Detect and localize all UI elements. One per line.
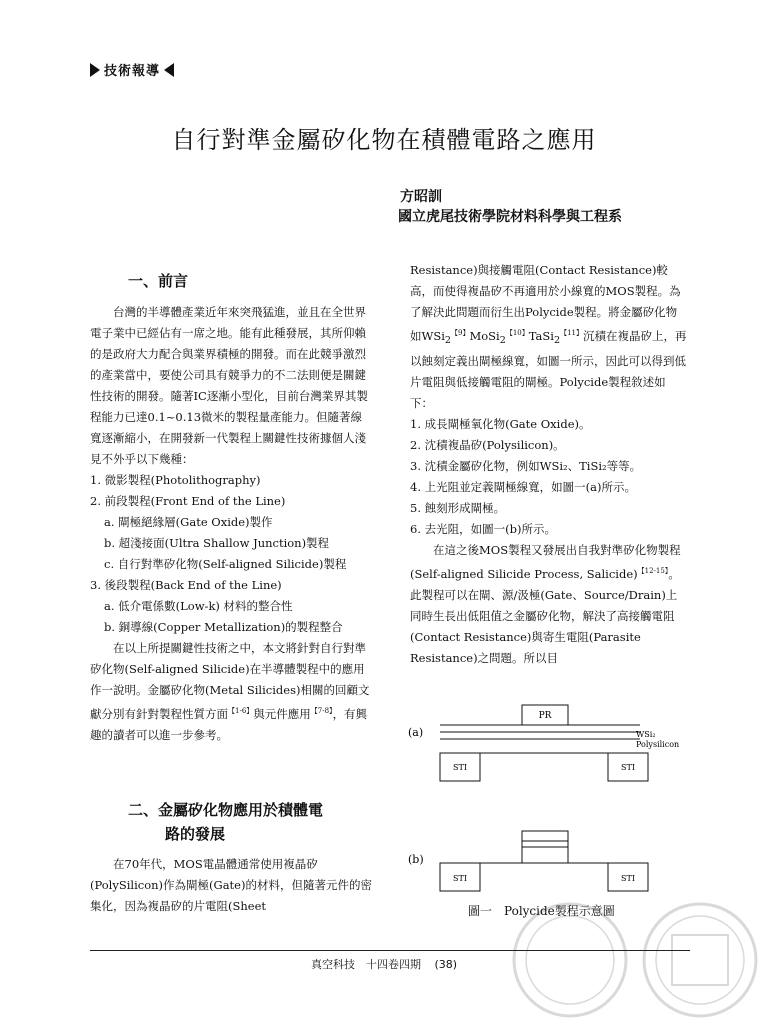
list-item: c. 自行對準矽化物(Self-aligned Silicide)製程 xyxy=(104,557,347,571)
right-paragraph-1 xyxy=(410,260,688,414)
page-number: (38) xyxy=(434,958,458,971)
section-tag-label: 技術報導 xyxy=(104,64,161,79)
wsi2-label: WSi₂ xyxy=(636,730,656,739)
list-item: a. 閘極絕緣層(Gate Oxide)製作 xyxy=(104,515,273,529)
list-item: 3. 後段製程(Back End of the Line) xyxy=(90,578,282,592)
text-run: ，有興趣的讀者可以進一步參考。 xyxy=(90,706,368,742)
footer-rule xyxy=(90,950,690,951)
section-tag xyxy=(90,60,174,79)
section1-body xyxy=(90,302,372,746)
list-item: b. 超淺接面(Ultra Shallow Junction)製程 xyxy=(104,536,330,550)
section2-heading xyxy=(128,798,323,846)
polycide-figure xyxy=(400,695,700,905)
sti-label: STI xyxy=(453,763,467,772)
list-item: 3. 沈積金屬矽化物，例如WSi₂、TiSi₂等等。 xyxy=(410,459,642,474)
subscript: 2 xyxy=(444,335,451,347)
page-title: 自行對準金屬矽化物在積體電路之應用 xyxy=(171,126,597,154)
text-run: 在這之後MOS製程又發展出自我對準矽化物製程(Self-aligned Silicide Process, Salicide) xyxy=(410,543,681,581)
citation: 【9】 xyxy=(451,329,470,337)
sti-label: STI xyxy=(621,763,635,772)
text-run: 與元件應用 xyxy=(253,706,311,721)
sti-label: STI xyxy=(621,874,635,883)
figure-label-a: (a) xyxy=(408,726,424,739)
text-run: MoSi xyxy=(469,328,500,343)
journal-name: 真空科技 十四卷四期 xyxy=(310,958,421,971)
section2-body xyxy=(90,854,372,917)
list-item: 2. 前段製程(Front End of the Line) xyxy=(90,494,286,508)
citation: 【10】 xyxy=(505,329,529,337)
author-affiliation: 國立虎尾技術學院材料科學與工程系 xyxy=(398,209,622,225)
triangle-right-icon xyxy=(90,63,100,77)
list-item: a. 低介電係數(Low-k) 材料的整合性 xyxy=(104,599,293,613)
list-item: 5. 蝕刻形成閘極。 xyxy=(410,501,506,516)
section1-paragraph: 台灣的半導體產業近年來突飛猛進，並且在全世界電子業中已經佔有一席之地。能有此種發展，其所仰賴的是政府大力配合與業界積極的開發。而在此競爭激烈的產業當中，要使公司具有競爭力的不二法則便是關鍵性技術的開發。隨著IC逐漸小型化，目前台灣業界其製程能力已達0.1~0.13微米的製程量產能力。但隨著線寬逐漸縮小，在開發新一代製程上關鍵性技術據個人淺見不外乎以下幾種： xyxy=(90,305,368,466)
list-item: 4. 上光阻並定義閘極線寬，如圖一(a)所示。 xyxy=(410,480,636,495)
text-run: 。此製程可以在閘、源/汲極(Gate、Source/Drain)上同時生長出低阻值之金屬矽化物，解決了高接觸電阻(Contact Resistance)與寄生電阻(Parasite Resistance)之問題。所以目 xyxy=(410,566,680,665)
citation: 【7-8】 xyxy=(310,707,333,715)
figure-label-b: (b) xyxy=(408,853,424,866)
citation: 【11】 xyxy=(560,329,583,337)
subscript: 2 xyxy=(553,335,561,347)
section2-paragraph: 在70年代，MOS電晶體通常使用複晶矽(PolySilicon)作為閘極(Gate)的材料，但隨著元件的密集化，因為複晶矽的片電阻(Sheet xyxy=(90,857,372,913)
text-run: 在以上所提關鍵性技術之中，本文將針對自行對準矽化物(Self-aligned Silicide)在半導體製程中的應用作一說明。金屬矽化物(Metal Silicides)相關的回顧文獻分別有針對製程性質方面 xyxy=(90,641,370,721)
triangle-left-icon xyxy=(164,63,174,77)
pr-label: PR xyxy=(538,711,552,721)
list-item: b. 銅導線(Copper Metallization)的製程整合 xyxy=(104,620,343,634)
citation: 【12-15】 xyxy=(637,567,669,576)
list-item: 6. 去光阻，如圖一(b)所示。 xyxy=(410,522,556,537)
right-column xyxy=(410,260,688,669)
list-item: 1. 微影製程(Photolithography) xyxy=(90,473,261,487)
right-paragraph-2 xyxy=(410,540,688,669)
heading-line: 路的發展 xyxy=(165,825,226,843)
figure-caption: 圖一 Polycide製程示意圖 xyxy=(468,904,615,918)
citation: 【1-6】 xyxy=(228,707,254,715)
page-footer xyxy=(0,956,768,972)
section1-paragraph-2 xyxy=(90,638,372,746)
text-run: 沉積在複晶矽上，再以蝕刻定義出閘極線寬，如圖一所示，因此可以得到低片電阻與低接觸電阻的閘極。Polycide製程敘述如下： xyxy=(410,328,687,411)
heading-line: 二、金屬矽化物應用於積體電 xyxy=(128,801,324,819)
section1-heading: 一、前言 xyxy=(128,272,189,290)
list-item: 2. 沈積複晶矽(Polysilicon)。 xyxy=(410,438,565,453)
list-item: 1. 成長閘極氧化物(Gate Oxide)。 xyxy=(410,417,591,432)
text-run: Resistance)與接觸電阻(Contact Resistance)較高，而使得複晶矽不再適用於小線寬的MOS製程。為了解決此問題而衍生出Polycide製程。將金屬矽化物如WSi xyxy=(410,263,681,343)
text-run: TaSi xyxy=(528,328,554,343)
sti-label: STI xyxy=(453,874,467,883)
author-name: 方昭訓 xyxy=(400,189,442,205)
polysilicon-label: Polysilicon xyxy=(636,740,680,749)
subscript: 2 xyxy=(499,335,506,347)
